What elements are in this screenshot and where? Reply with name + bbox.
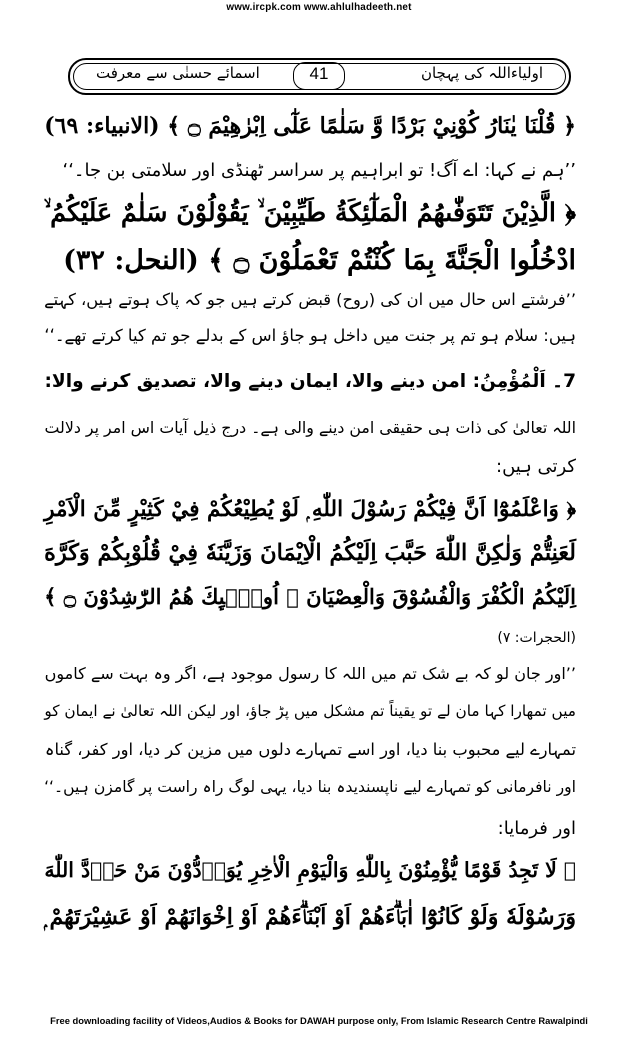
body-text-line: اللہ تعالیٰ کی ذات ہی حقیقی امن دینے والی ہے۔ درج ذیل آیات اس امر پر دلالت — [44, 418, 576, 437]
header-chapter-title: اسمائے حسنٰی سے معرفت — [96, 64, 260, 82]
translation-line: ہیں: سلام ہو تم پر جنت میں داخل ہو جاؤ اس کے بدلے جو تم کیا کرتے تھے۔‘‘ — [44, 326, 576, 345]
top-url: www.ircpk.com www.ahlulhadeeth.net — [226, 2, 412, 13]
body-text-line: کرتی ہیں: — [496, 456, 576, 477]
quran-verse-line: لَعَنِتُّمْ وَلٰكِنَّ اللّٰهَ حَبَّبَ اِلَيْكُمُ الْاِيْمَانَ وَزَيَّنَهٗ فِيْ قُلُوْبِكُمْ وَكَرَّهَ — [44, 540, 576, 566]
quran-verse-line: ﴿ قُلْنَا يٰنَارُ كُوْنِيْ بَرْدًا وَّ سَلٰمًا عَلٰٓى اِبْرٰهِيْمَ ۝ ﴾ (الانبیاء: ٦٩) — [44, 113, 576, 139]
verse-reference: (الحجرات: ٧) — [497, 630, 576, 646]
quran-verse-line: وَرَسُوْلَهٗ وَلَوْ كَانُوْٓا اٰبَاۗءَهُمْ اَوْ اَبْنَاۗءَهُمْ اَوْ اِخْوَانَهُمْ اَوْ عَشِيْرَتَهُمْ ۭ — [43, 904, 576, 930]
section-heading: 7۔ اَلْمُؤْمِنُ: امن دینے والا، ایمان دینے والا، تصدیق کرنے والا: — [44, 371, 576, 392]
translation-line: تمہارے لیے محبوب بنا دیا، اور اسے تمہارے دلوں میں مزین کر دیا، اور کفر، گناہ — [44, 740, 576, 759]
footer-notice: Free downloading facility of Videos,Audios & Books for DAWAH purpose only, From Islamic Research Centre Rawalpindi — [50, 1016, 588, 1026]
quran-verse-line: اِلَيْكُمُ الْكُفْرَ وَالْفُسُوْقَ وَالْعِصْيَانَ ۭ اُولٰۗىِٕكَ هُمُ الرّٰشِدُوْنَ ۝ ﴾ — [44, 584, 576, 609]
translation-line: ’’فرشتے اس حال میں ان کی (روح) قبض کرتے ہیں جو کہ پاک ہوتے ہیں، کہتے — [44, 290, 576, 309]
translation-line: ’’ہم نے کہا: اے آگ! تو ابراہیم پر سراسر ٹھنڈی اور سلامتی بن جا۔‘‘ — [62, 160, 576, 181]
body-text-line: اور فرمایا: — [497, 818, 576, 839]
page-number: 41 — [309, 64, 329, 83]
translation-line: اور نافرمانی کو تمہارے لیے ناپسندیدہ بنا دیا، یہی لوگ راہ راست پر گامزن ہیں۔‘‘ — [44, 778, 576, 796]
quran-verse-line: ﴿ لَا تَجِدُ قَوْمًا يُّؤْمِنُوْنَ بِاللّٰهِ وَالْيَوْمِ الْاٰخِرِ يُوَاۗدُّوْنَ مَنْ حَاۗدَّ اللّٰهَ — [44, 858, 576, 882]
header-book-title: اولیاءاللہ کی پہچان — [420, 64, 543, 82]
translation-line: ’’اور جان لو کہ بے شک تم میں اللہ کا رسول موجود ہے، اگر وہ بہت سے کاموں — [44, 664, 576, 683]
quran-verse-line: ﴿ الَّذِيْنَ تَتَوَفّٰىهُمُ الْمَلٰٓئِكَةُ طَيِّبِيْنَ ۙ يَقُوْلُوْنَ سَلٰمٌ عَلَيْكُمُ ۙ — [43, 197, 576, 227]
quran-verse-line: ﴿ وَاعْلَمُوْٓا اَنَّ فِيْكُمْ رَسُوْلَ اللّٰهِ ۭ لَوْ يُطِيْعُكُمْ فِيْ كَثِيْرٍ مِّنَ الْاَمْرِ — [44, 497, 576, 522]
quran-verse-line: ادْخُلُوا الْجَنَّةَ بِمَا كُنْتُمْ تَعْمَلُوْنَ ۝ ﴾ (النحل: ٣٢) — [63, 245, 576, 276]
translation-line: میں تمھارا کہا مان لے تو یقیناً تم مشکل میں پڑ جاؤ، اور لیکن اللہ تعالیٰ نے ایمان کو — [44, 702, 576, 720]
